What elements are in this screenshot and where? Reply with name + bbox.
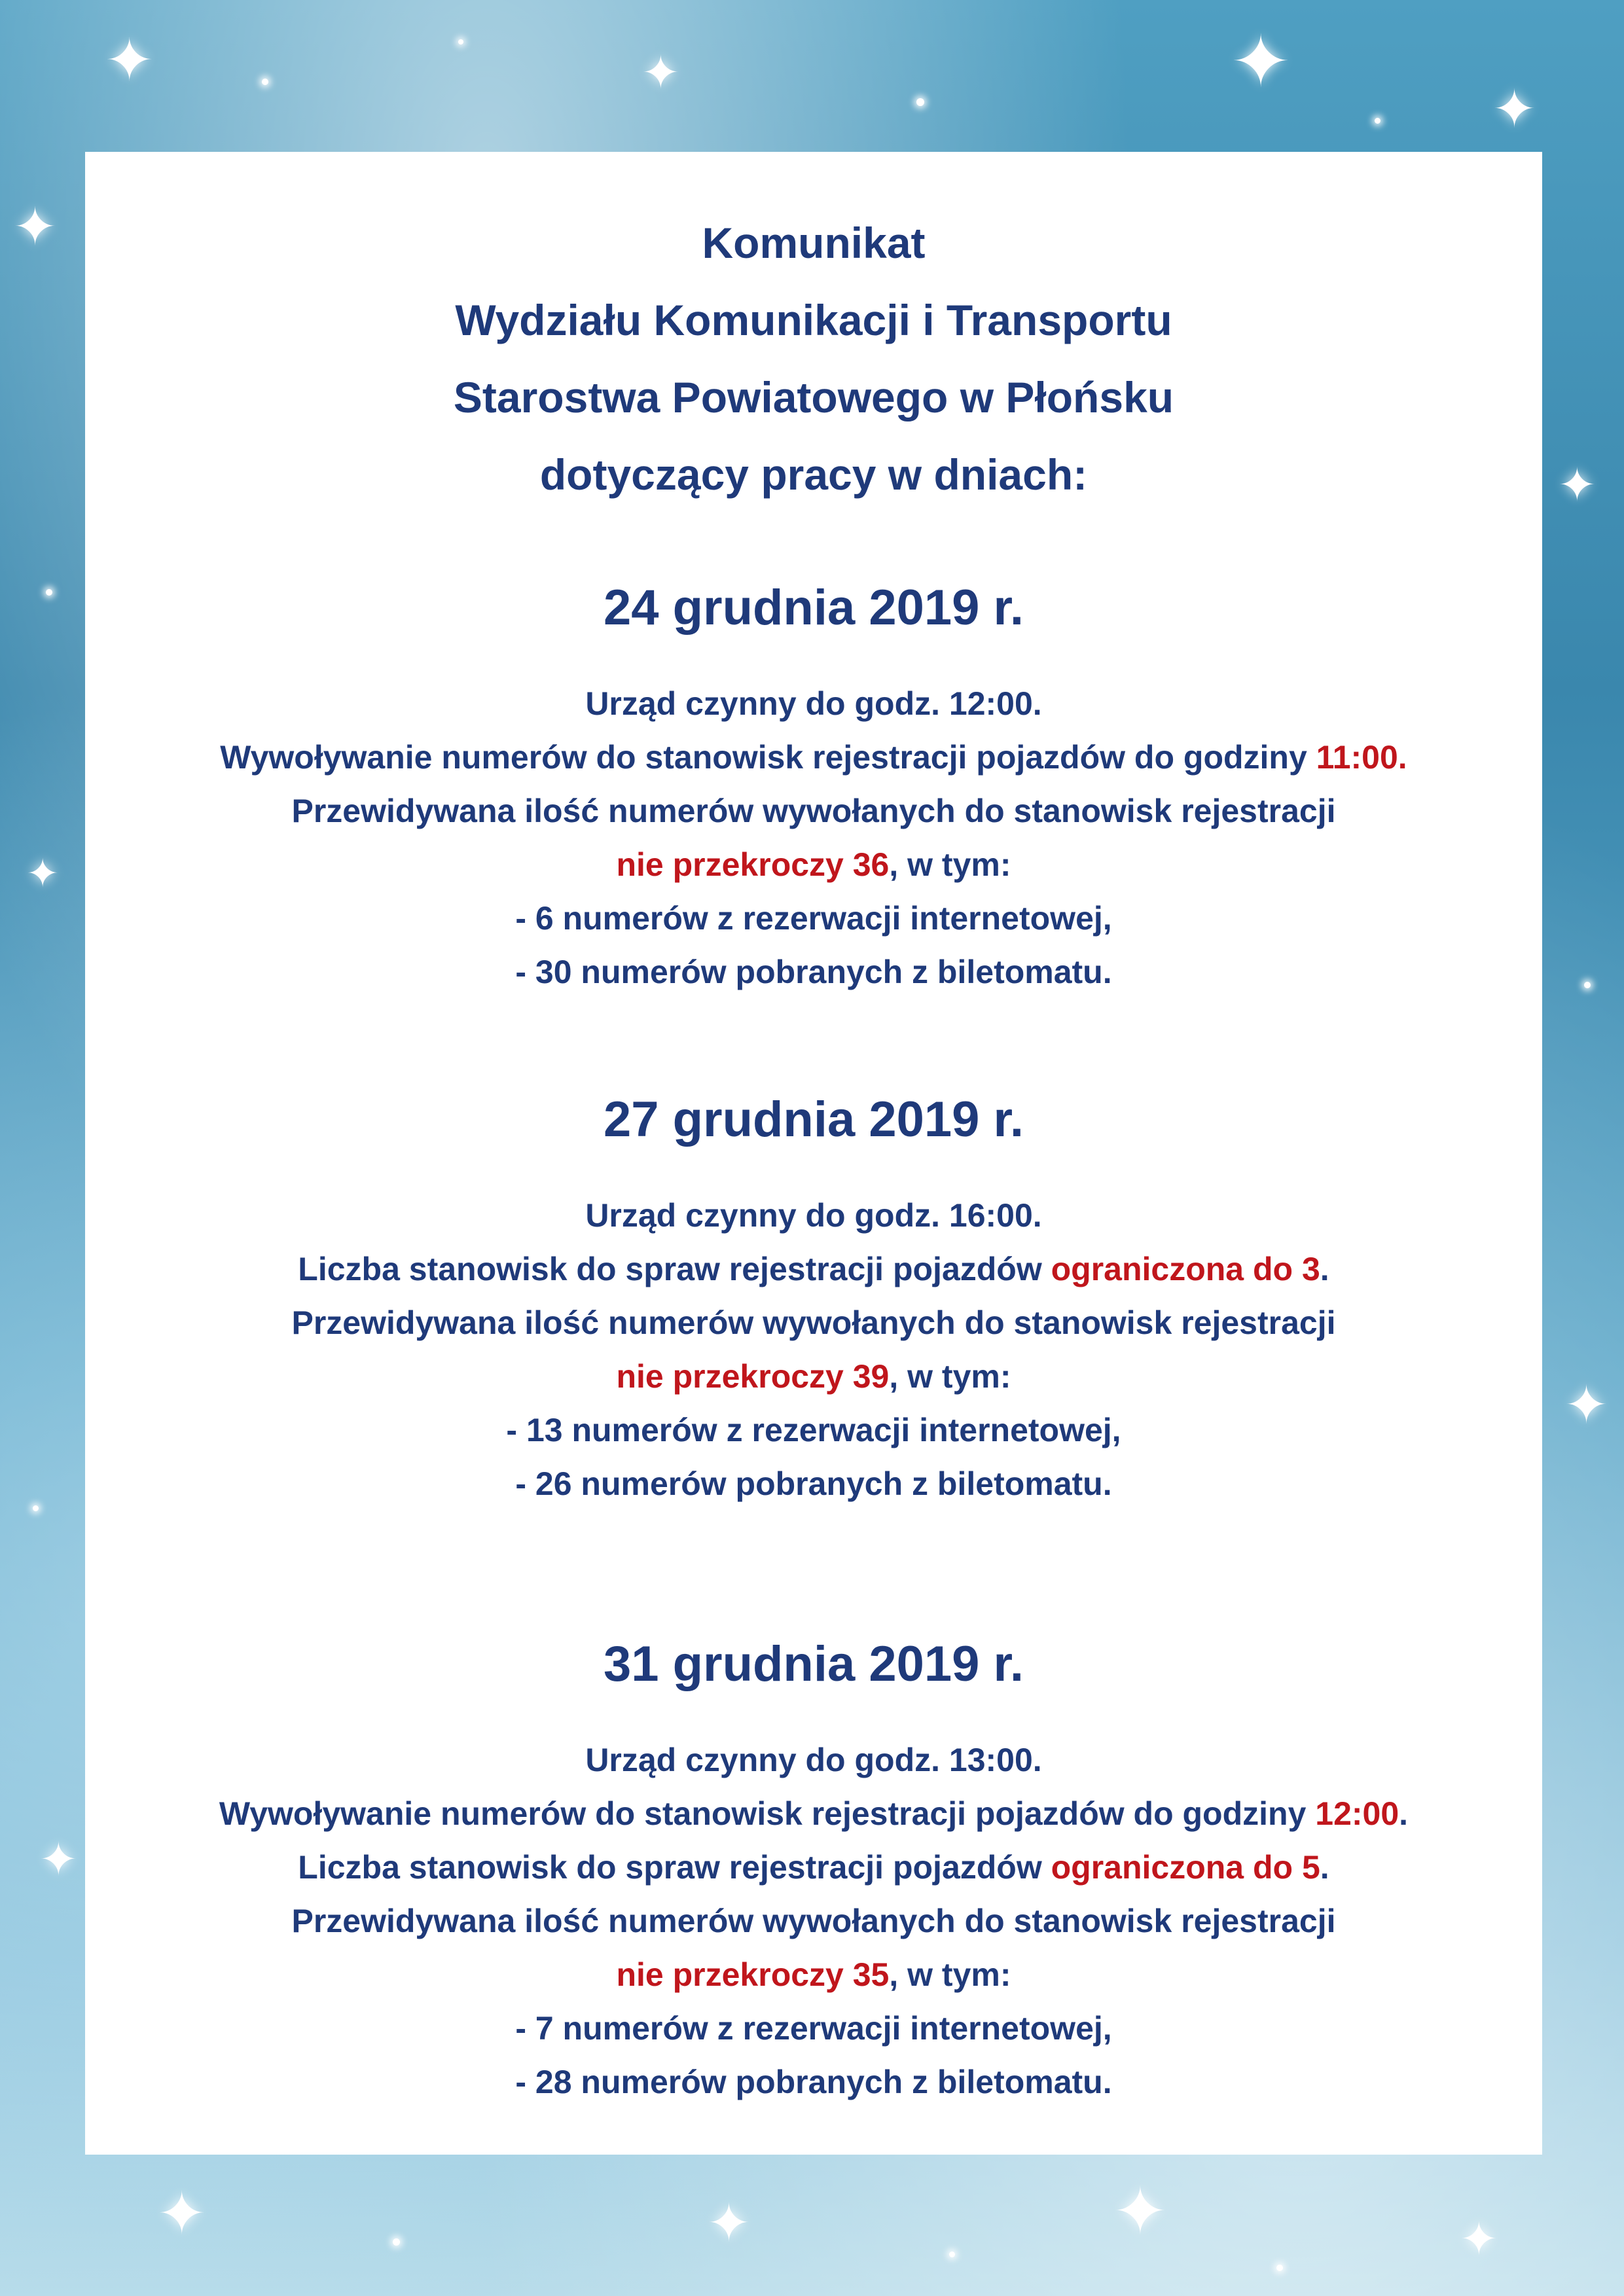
ticket-machine-numbers: - 30 numerów pobranych z biletomatu. (515, 954, 1112, 990)
sparkle-star-icon: ✦ (707, 2193, 751, 2253)
online-reservations: - 6 numerów z rezerwacji internetowej, (515, 900, 1112, 937)
online-reservations: - 7 numerów z rezerwacji internetowej, (515, 2010, 1112, 2047)
section-date: 31 grudnia 2019 r. (603, 1636, 1024, 1692)
section-31-december (85, 1635, 1542, 2109)
sparkle-star-icon: ✦ (13, 196, 58, 257)
sparkle-dot (1375, 118, 1380, 124)
sparkle-star-icon: ✦ (641, 46, 680, 99)
stations-highlight: ograniczona do 3 (1051, 1251, 1320, 1287)
sparkle-star-icon: ✦ (157, 2179, 207, 2248)
title-line: Starostwa Powiatowego w Płońsku (453, 373, 1174, 422)
ticket-limit: nie przekroczy 39, w tym: (616, 1358, 1011, 1395)
sparkle-dot (33, 1505, 39, 1511)
calling-hours: Wywoływanie numerów do stanowisk rejestracji pojazdów do godziny 11:00. (220, 739, 1407, 776)
ticket-machine-numbers: - 28 numerów pobranych z biletomatu. (515, 2064, 1112, 2100)
announcement-content (85, 152, 1542, 2109)
sparkle-star-icon: ✦ (39, 1833, 78, 1886)
announcement-panel (85, 152, 1542, 2155)
stations-limit: Liczba stanowisk do spraw rejestracji pojazdów ograniczona do 3. (298, 1251, 1329, 1287)
forecast-text: Przewidywana ilość numerów wywołanych do stanowisk rejestracji (291, 1903, 1336, 1939)
office-hours: Urząd czynny do godz. 12:00. (585, 685, 1042, 722)
title-line: dotyczący pracy w dniach: (539, 450, 1088, 499)
stations-limit: Liczba stanowisk do spraw rejestracji pojazdów ograniczona do 5. (298, 1849, 1329, 1886)
limit-highlight: nie przekroczy 36 (616, 846, 890, 883)
sparkle-star-icon: ✦ (26, 851, 60, 897)
sparkle-dot (46, 589, 52, 596)
sparkle-dot (916, 98, 924, 106)
office-hours: Urząd czynny do godz. 13:00. (585, 1742, 1042, 1778)
ticket-machine-numbers: - 26 numerów pobranych z biletomatu. (515, 1465, 1112, 1502)
section-24-december (85, 579, 1542, 999)
calling-time: 11:00. (1316, 739, 1407, 776)
sparkle-dot (1584, 982, 1591, 988)
sparkle-star-icon: ✦ (1558, 458, 1597, 512)
section-date: 27 grudnia 2019 r. (603, 1092, 1024, 1147)
sparkle-dot (458, 39, 463, 45)
stations-highlight: ograniczona do 5 (1051, 1849, 1320, 1886)
sparkle-star-icon: ✦ (1460, 2212, 1498, 2266)
ticket-limit: nie przekroczy 35, w tym: (616, 1956, 1011, 1993)
sparkle-dot (1276, 2265, 1283, 2271)
sparkle-star-icon: ✦ (1492, 79, 1537, 139)
announcement-title (85, 204, 1542, 513)
sparkle-star-icon: ✦ (1113, 2173, 1168, 2250)
sparkle-dot (393, 2238, 400, 2246)
forecast-text: Przewidywana ilość numerów wywołanych do stanowisk rejestracji (291, 793, 1336, 829)
calling-time: 12:00 (1315, 1795, 1399, 1832)
sparkle-star-icon: ✦ (1564, 1374, 1609, 1435)
sparkle-star-icon: ✦ (1231, 20, 1291, 103)
title-line: Komunikat (702, 219, 926, 267)
section-date: 24 grudnia 2019 r. (603, 580, 1024, 636)
title-line: Wydziału Komunikacji i Transportu (455, 296, 1172, 344)
forecast-text: Przewidywana ilość numerów wywołanych do stanowisk rejestracji (291, 1304, 1336, 1341)
limit-highlight: nie przekroczy 39 (616, 1358, 890, 1395)
office-hours: Urząd czynny do godz. 16:00. (585, 1197, 1042, 1234)
sparkle-dot (262, 79, 268, 85)
sparkle-star-icon: ✦ (105, 26, 154, 95)
online-reservations: - 13 numerów z rezerwacji internetowej, (506, 1412, 1121, 1448)
sparkle-dot (949, 2251, 955, 2257)
calling-hours: Wywoływanie numerów do stanowisk rejestracji pojazdów do godziny 12:00. (219, 1795, 1409, 1832)
section-27-december (85, 1090, 1542, 1511)
ticket-limit: nie przekroczy 36, w tym: (616, 846, 1011, 883)
limit-highlight: nie przekroczy 35 (616, 1956, 890, 1993)
